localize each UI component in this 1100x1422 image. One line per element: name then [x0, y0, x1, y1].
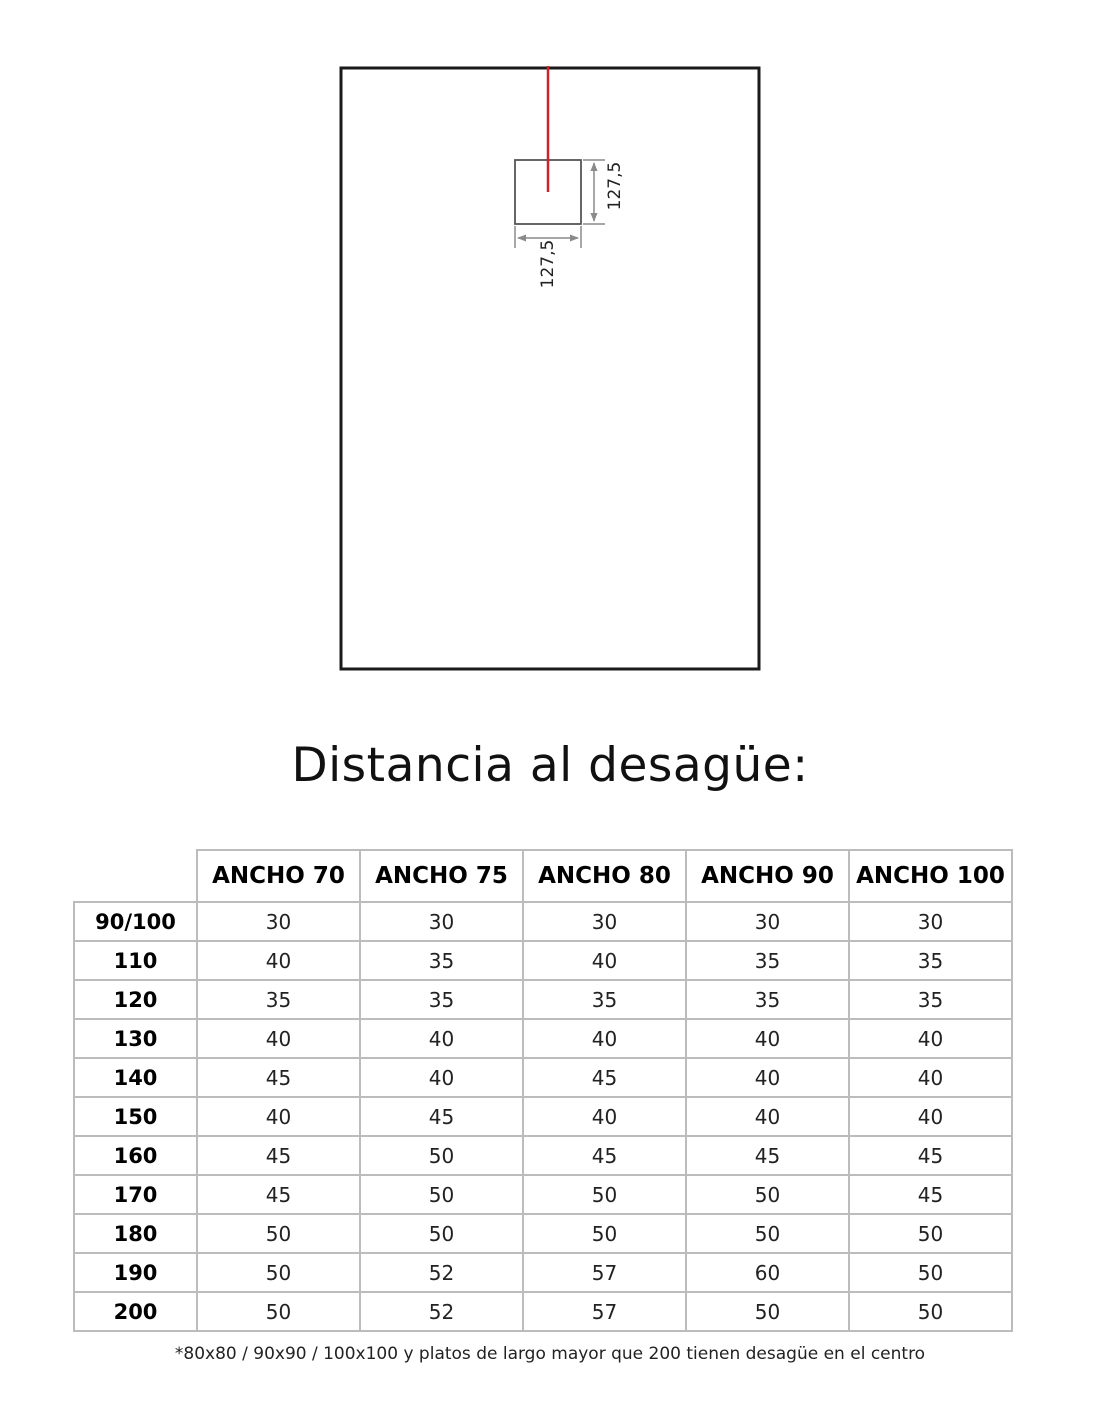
table-cell: 57: [523, 1253, 686, 1292]
table-cell: 45: [197, 1175, 360, 1214]
height-dimension-label: 127,5: [605, 161, 625, 211]
table-row: [74, 1292, 1012, 1331]
table-cell: 60: [686, 1253, 849, 1292]
table-cell: 45: [360, 1097, 523, 1136]
table-cell: 35: [686, 980, 849, 1019]
row-header: 110: [74, 941, 197, 980]
table-cell: 50: [197, 1214, 360, 1253]
row-header: 140: [74, 1058, 197, 1097]
table-row: [74, 1214, 1012, 1253]
table-cell: 52: [360, 1292, 523, 1331]
table-cell: 45: [197, 1058, 360, 1097]
table-cell: 50: [686, 1175, 849, 1214]
table-cell: 50: [849, 1214, 1012, 1253]
table-cell: 35: [523, 980, 686, 1019]
column-header: ANCHO 80: [523, 850, 686, 902]
column-header: ANCHO 70: [197, 850, 360, 902]
table-cell: 50: [849, 1253, 1012, 1292]
table-cell: 40: [849, 1019, 1012, 1058]
table-row: [74, 1136, 1012, 1175]
column-header: ANCHO 100: [849, 850, 1012, 902]
column-header: ANCHO 90: [686, 850, 849, 902]
table-cell: 40: [523, 941, 686, 980]
table-cell: 30: [523, 902, 686, 941]
table-cell: 57: [523, 1292, 686, 1331]
row-header: 160: [74, 1136, 197, 1175]
table-cell: 50: [686, 1292, 849, 1331]
table-cell: 45: [197, 1136, 360, 1175]
table-cell: 50: [360, 1175, 523, 1214]
table-cell: 45: [523, 1058, 686, 1097]
table-cell: 40: [360, 1058, 523, 1097]
row-header: 150: [74, 1097, 197, 1136]
table-cell: 50: [360, 1136, 523, 1175]
row-header: 200: [74, 1292, 197, 1331]
table-cell: 35: [686, 941, 849, 980]
table-cell: 30: [360, 902, 523, 941]
table-row: [74, 902, 1012, 941]
table-cell: 35: [849, 980, 1012, 1019]
table-cell: 40: [523, 1019, 686, 1058]
table-cell: 50: [686, 1214, 849, 1253]
table-cell: 35: [360, 980, 523, 1019]
height-dimension: [583, 160, 625, 224]
table-row: [74, 941, 1012, 980]
table-cell: 40: [197, 941, 360, 980]
tray-drawing: [0, 0, 1100, 700]
table-cell: 50: [360, 1214, 523, 1253]
row-header: 130: [74, 1019, 197, 1058]
column-header: ANCHO 75: [360, 850, 523, 902]
table-cell: 50: [197, 1292, 360, 1331]
table-cell: 40: [686, 1019, 849, 1058]
table-cell: 40: [686, 1058, 849, 1097]
table-row: [74, 1097, 1012, 1136]
row-header: 190: [74, 1253, 197, 1292]
table-header-row: [74, 850, 1012, 902]
table-cell: 40: [849, 1058, 1012, 1097]
footnote: *80x80 / 90x90 / 100x100 y platos de largo mayor que 200 tienen desagüe en el centro: [174, 1344, 926, 1364]
table-row: [74, 1058, 1012, 1097]
table-cell: 45: [686, 1136, 849, 1175]
row-header: 170: [74, 1175, 197, 1214]
table-cell: 30: [849, 902, 1012, 941]
table-row: [74, 1019, 1012, 1058]
table-cell: 50: [523, 1175, 686, 1214]
table-cell: 40: [360, 1019, 523, 1058]
table-cell: 35: [849, 941, 1012, 980]
table-row: [74, 1253, 1012, 1292]
row-header: 120: [74, 980, 197, 1019]
row-header: 90/100: [74, 902, 197, 941]
table-cell: 40: [686, 1097, 849, 1136]
table-cell: 45: [849, 1136, 1012, 1175]
shower-tray-diagram: [0, 0, 1100, 700]
table-cell: 52: [360, 1253, 523, 1292]
table-cell: 45: [849, 1175, 1012, 1214]
table-cell: 50: [523, 1214, 686, 1253]
table-cell: 40: [197, 1097, 360, 1136]
table-cell: 50: [197, 1253, 360, 1292]
table-cell: 35: [197, 980, 360, 1019]
table-cell: 30: [197, 902, 360, 941]
drain-distance-table: [73, 849, 1013, 1332]
table-cell: 50: [849, 1292, 1012, 1331]
table-corner: [74, 850, 197, 902]
tray-outline: [341, 68, 759, 669]
row-header: 180: [74, 1214, 197, 1253]
width-dimension-label: 127,5: [538, 239, 558, 289]
table-cell: 40: [197, 1019, 360, 1058]
table-cell: 40: [849, 1097, 1012, 1136]
table-cell: 45: [523, 1136, 686, 1175]
table-row: [74, 1175, 1012, 1214]
table-cell: 30: [686, 902, 849, 941]
table-row: [74, 980, 1012, 1019]
width-dimension: [515, 226, 581, 288]
table-cell: 40: [523, 1097, 686, 1136]
page-title: Distancia al desagüe:: [291, 738, 809, 793]
table-cell: 35: [360, 941, 523, 980]
